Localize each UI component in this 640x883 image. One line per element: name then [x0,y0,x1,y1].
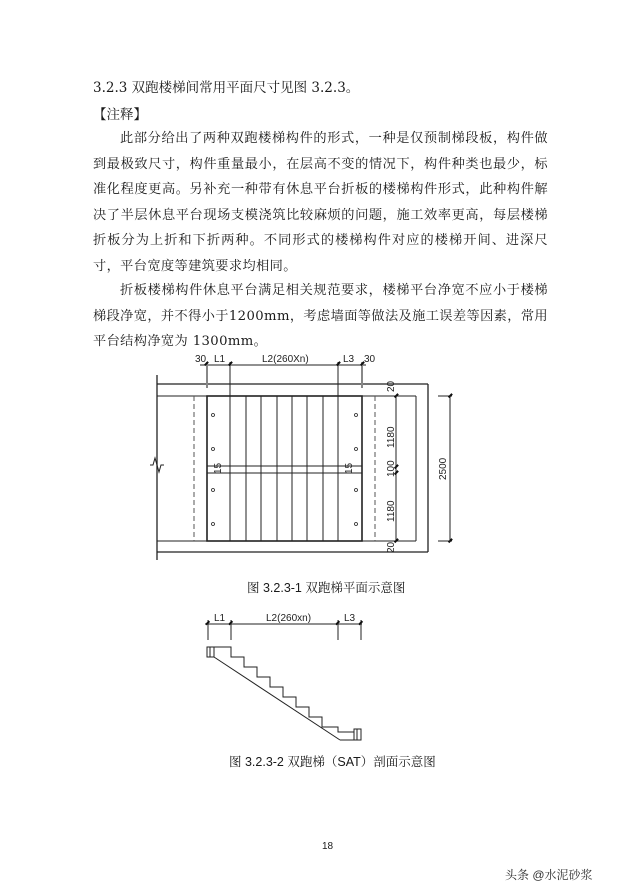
dim-top-gap: 20 [386,380,397,392]
paragraph-1: 此部分给出了两种双跑楼梯构件的形式，一种是仅预制梯段板，构件做到最极致尺寸，构件重量最小，在层高不变的情况下，构件种类也最少，标准化程度更高。另补充一种带有休息平台折板的楼梯构件形式，此种构件解决了半层休息平台现场支模浇筑比较麻烦的问题，施工效率更高，每层楼梯折板分为上折和下折两种。不同形式的楼梯构件对应的楼梯开间、进深尺寸，平台宽度等建筑要求均相同。 [93,131,548,274]
dim-landing-right: 15 [344,462,355,474]
dim-l1: L1 [214,354,226,365]
paragraph-2: 折板楼梯构件休息平台满足相关规范要求，楼梯平台净宽不应小于楼梯梯段净宽，并不得小于1200mm，考虑墙面等做法及施工误差等因素，常用平台结构净宽为 1300mm。 [93,283,549,349]
section-dim-l3: L3 [344,613,356,624]
dim-middle-gap: 100 [386,460,397,477]
dim-left-gap: 30 [195,354,207,365]
dim-l2: L2(260Xn) [262,354,309,365]
watermark: 头条 @水泥砂浆 [505,868,593,882]
dim-l3: L3 [343,354,355,365]
dim-bottom-gap: 20 [386,541,397,553]
dim-flight-lower: 1180 [386,500,397,522]
section-heading: 3.2.3 双跑楼梯间常用平面尺寸见图 3.2.3。 [93,80,360,96]
dim-flight-upper: 1180 [386,426,397,448]
note-tag: 【注释】 [93,107,147,123]
page-number: 18 [322,841,334,852]
dim-landing-left: 15 [213,462,224,474]
figure1-caption: 图 3.2.3-1 双跑梯平面示意图 [247,581,406,595]
dim-total: 2500 [438,457,449,480]
section-dim-l1: L1 [214,613,226,624]
section-dim-l2: L2(260xn) [266,613,312,624]
figure2-caption: 图 3.2.3-2 双跑梯（SAT）剖面示意图 [229,755,436,769]
dim-right-gap: 30 [364,354,376,365]
